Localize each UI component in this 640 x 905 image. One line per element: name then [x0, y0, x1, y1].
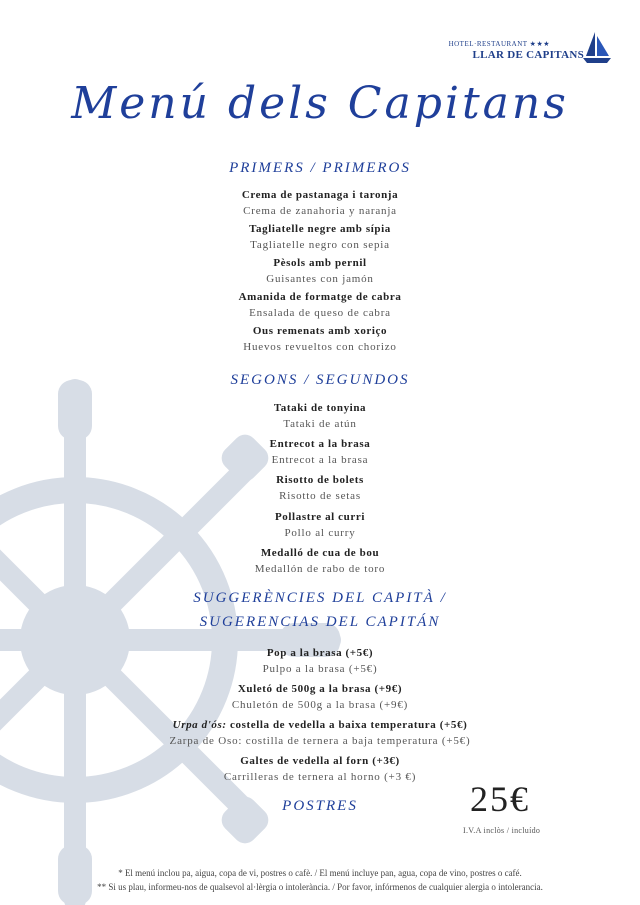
dish-name-ca: Entrecot a la brasa [269, 438, 371, 450]
dish-name-ca: Crema de pastanaga i taronja [241, 189, 399, 201]
dish-name-es: Medallón de rabo de toro [254, 563, 386, 575]
dish-name-ca: Xuletó de 500g a la brasa (+9€) [237, 683, 403, 695]
dish-name-ca [0, 719, 640, 735]
menu-item [0, 325, 640, 353]
dish-name-ca: Medalló de cua de bou [260, 547, 380, 559]
menu-item [0, 474, 640, 502]
dish-name-ca: Risotto de bolets [276, 474, 364, 486]
menu-item [0, 647, 640, 675]
section-heading-segons: SEGONS / SEGUNDOS [230, 372, 410, 388]
dish-name-es: Chuletón de 500g a la brasa (+9€) [231, 699, 409, 711]
dish-name-es: Tataki de atún [283, 418, 357, 430]
dish-name-es: Crema de zanahoria y naranja [243, 205, 397, 217]
dish-name-ca: Tataki de tonyina [273, 402, 367, 414]
menu-item [0, 291, 640, 319]
dish-name-ca: Galtes de vedella al forn (+3€) [240, 755, 400, 767]
menu-item [0, 755, 640, 783]
section-heading-postres: POSTRES [282, 798, 358, 814]
dish-name-es: Guisantes con jamón [266, 273, 374, 285]
section-heading-suggerencies-ca: SUGGERÈNCIES DEL CAPITÀ / [193, 590, 447, 606]
dish-name-ca: Ous remenats amb xoriço [252, 325, 388, 337]
section-heading-suggerencies-es: SUGERENCIAS DEL CAPITÁN [199, 614, 441, 630]
menu-item [0, 189, 640, 217]
dish-name-es: Huevos revueltos con chorizo [243, 341, 397, 353]
dish-name-es: Zarpa de Oso: costilla de ternera a baja temperatura (+5€) [169, 735, 471, 747]
menu-item [0, 547, 640, 575]
menu-item [0, 683, 640, 711]
dish-name-es: Carrilleras de ternera al horno (+3 €) [223, 771, 417, 783]
dish-name-ca: Tagliatelle negre amb sípia [249, 223, 391, 235]
menu-item [0, 223, 640, 251]
menu-item [0, 438, 640, 466]
dish-name-italic: Urpa d'ós: [172, 719, 227, 731]
logo-name: LLAR DE CAPITANS [472, 49, 584, 61]
section-heading-primers: PRIMERS / PRIMEROS [229, 160, 411, 176]
dish-name-ca: Pollastre al curri [274, 511, 366, 523]
dish-name-ca: Pèsols amb pernil [273, 257, 367, 269]
dish-name-es: Tagliatelle negro con sepia [250, 239, 390, 251]
dish-name-es: Pulpo a la brasa (+5€) [262, 663, 378, 675]
dish-name-es: Risotto de setas [279, 490, 361, 502]
vat-note: I.V.A inclòs / incluído [463, 826, 541, 835]
dish-name-es: Pollo al curry [284, 527, 356, 539]
menu-item [0, 257, 640, 285]
menu-price: 25€ [470, 779, 530, 819]
menu-title: Menú dels Capitans [71, 78, 569, 129]
menu-item [0, 719, 640, 747]
footnote-2: ** Si us plau, informeu-nos de qualsevol al·lèrgia o intolerància. / Por favor, infórmenos de cualquier alergia o intolerancia. [97, 882, 543, 892]
logo-subtitle: HOTEL·RESTAURANT ★★★ [448, 40, 550, 48]
menu-item [0, 402, 640, 430]
dish-name-es: Ensalada de queso de cabra [249, 307, 391, 319]
dish-name-rest: costella de vedella a baixa temperatura (+5€) [226, 719, 468, 731]
dish-name-es: Entrecot a la brasa [271, 454, 369, 466]
ship-icon [582, 30, 612, 64]
footnote-1: * El menú inclou pa, aigua, copa de vi, postres o cafè. / El menú incluye pan, agua, copa de vino, postres o café. [118, 868, 522, 878]
dish-name-ca: Pop a la brasa (+5€) [266, 647, 374, 659]
dish-name-ca: Amanida de formatge de cabra [238, 291, 402, 303]
menu-item [0, 511, 640, 539]
hotel-logo [448, 30, 612, 64]
